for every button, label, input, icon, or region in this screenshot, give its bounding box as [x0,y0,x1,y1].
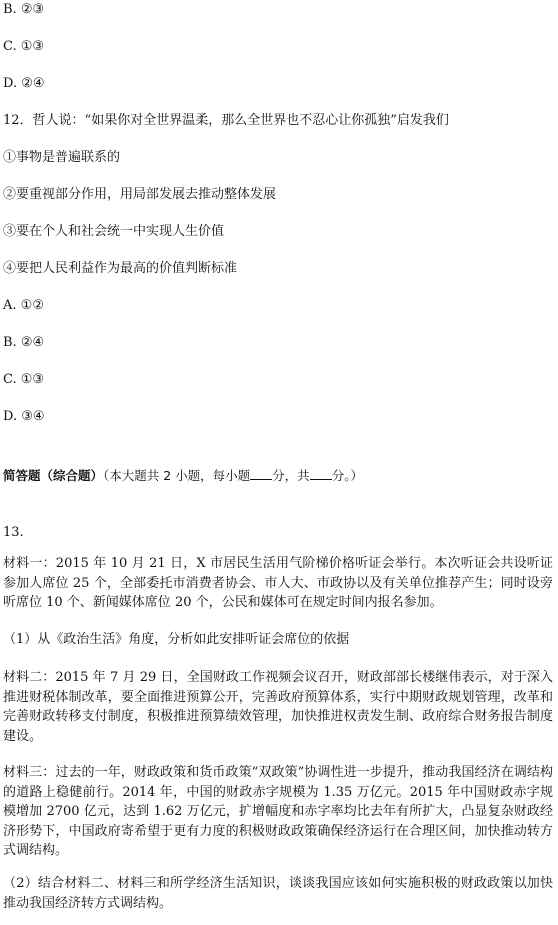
material-1: 材料一：2015 年 10 月 21 日，X 市居民生活用气阶梯价格听证会举行。本次听证会共设听证参加人席位 25 个，全部委托市消费者协会、市人大、市政协以及有关单位推荐产生；同时设旁听席位 10 个、新闻媒体席位 20 个，公民和媒体可在规定时间内报名参加。 [3,556,553,610]
q12-option-c [3,372,44,387]
question-12-stem: 12．哲人说：“如果你对全世界温柔，那么全世界也不忍心让你孤独”启发我们 [3,113,449,128]
option-letter: A. [3,298,17,313]
option-letter: D. [3,409,18,424]
option-text: ①③ [20,372,45,387]
statement-4: ④要把人民利益作为最高的价值判断标准 [3,261,238,276]
section-title: 简答题（综合题） [3,468,104,483]
material-2: 材料二：2015 年 7 月 29 日，全国财政工作视频会议召开，财政部部长楼继伟表示，对于深入推进财税体制改革，要全面推进预算公开，完善政府预算体系，实行中期财政规划管理，改革和完善财政转移支付制度，积极推进预算绩效管理，加快推进权责发生制、政府综合财务报告制度建设。 [3,670,553,744]
option-d [3,76,45,91]
option-c [3,39,44,54]
section-header [3,467,363,483]
q12-option-b [3,335,44,350]
statement-1: ①事物是普遍联系的 [3,150,121,165]
option-b [3,2,44,17]
option-letter: C. [3,39,17,54]
score-blank [310,467,332,480]
option-letter: B. [3,335,17,350]
option-letter: B. [3,2,17,17]
section-note-b: 分，共 [272,468,310,483]
material-3: 材料三：过去的一年，财政政策和货币政策“双政策”协调性进一步提升，推动我国经济在调结构的道路上稳健前行。2014 年，中国的财政赤字规模为 1.35 万亿元。2015 年中国财政赤字规模增加 2700 亿元，达到 1.62 万亿元，扩增幅度和赤字率均比去年有所扩大，凸显复杂财政经济形势下，中国政府寄希望于更有力度的积极财政政策确保经济运行在合理区间，加快推动转方式调结构。 [3,765,553,858]
question-13-number: 13. [3,525,24,540]
option-text: ③④ [21,409,45,424]
statement-3: ③要在个人和社会统一中实现人生价值 [3,224,225,239]
section-note-a: （本大题共 2 小题，每小题 [103,468,251,483]
score-blank [250,467,272,480]
q12-option-a [3,298,44,313]
section-note-c: 分。） [331,468,363,483]
q12-option-d [3,409,45,424]
statement-2: ②要重视部分作用，用局部发展去推动整体发展 [3,187,277,202]
question-13-2: （2）结合材料二、材料三和所学经济生活知识，谈谈我国应该如何实施积极的财政政策以加快推动我国经济转方式调结构。 [3,876,553,911]
option-text: ①③ [20,39,45,54]
option-text: ②④ [21,76,45,91]
question-13-1: （1）从《政治生活》角度，分析如此安排听证会席位的依据 [3,632,350,647]
option-text: ①② [20,298,44,313]
option-text: ②④ [20,335,45,350]
option-letter: C. [3,372,17,387]
option-text: ②③ [20,2,45,17]
option-letter: D. [3,76,18,91]
